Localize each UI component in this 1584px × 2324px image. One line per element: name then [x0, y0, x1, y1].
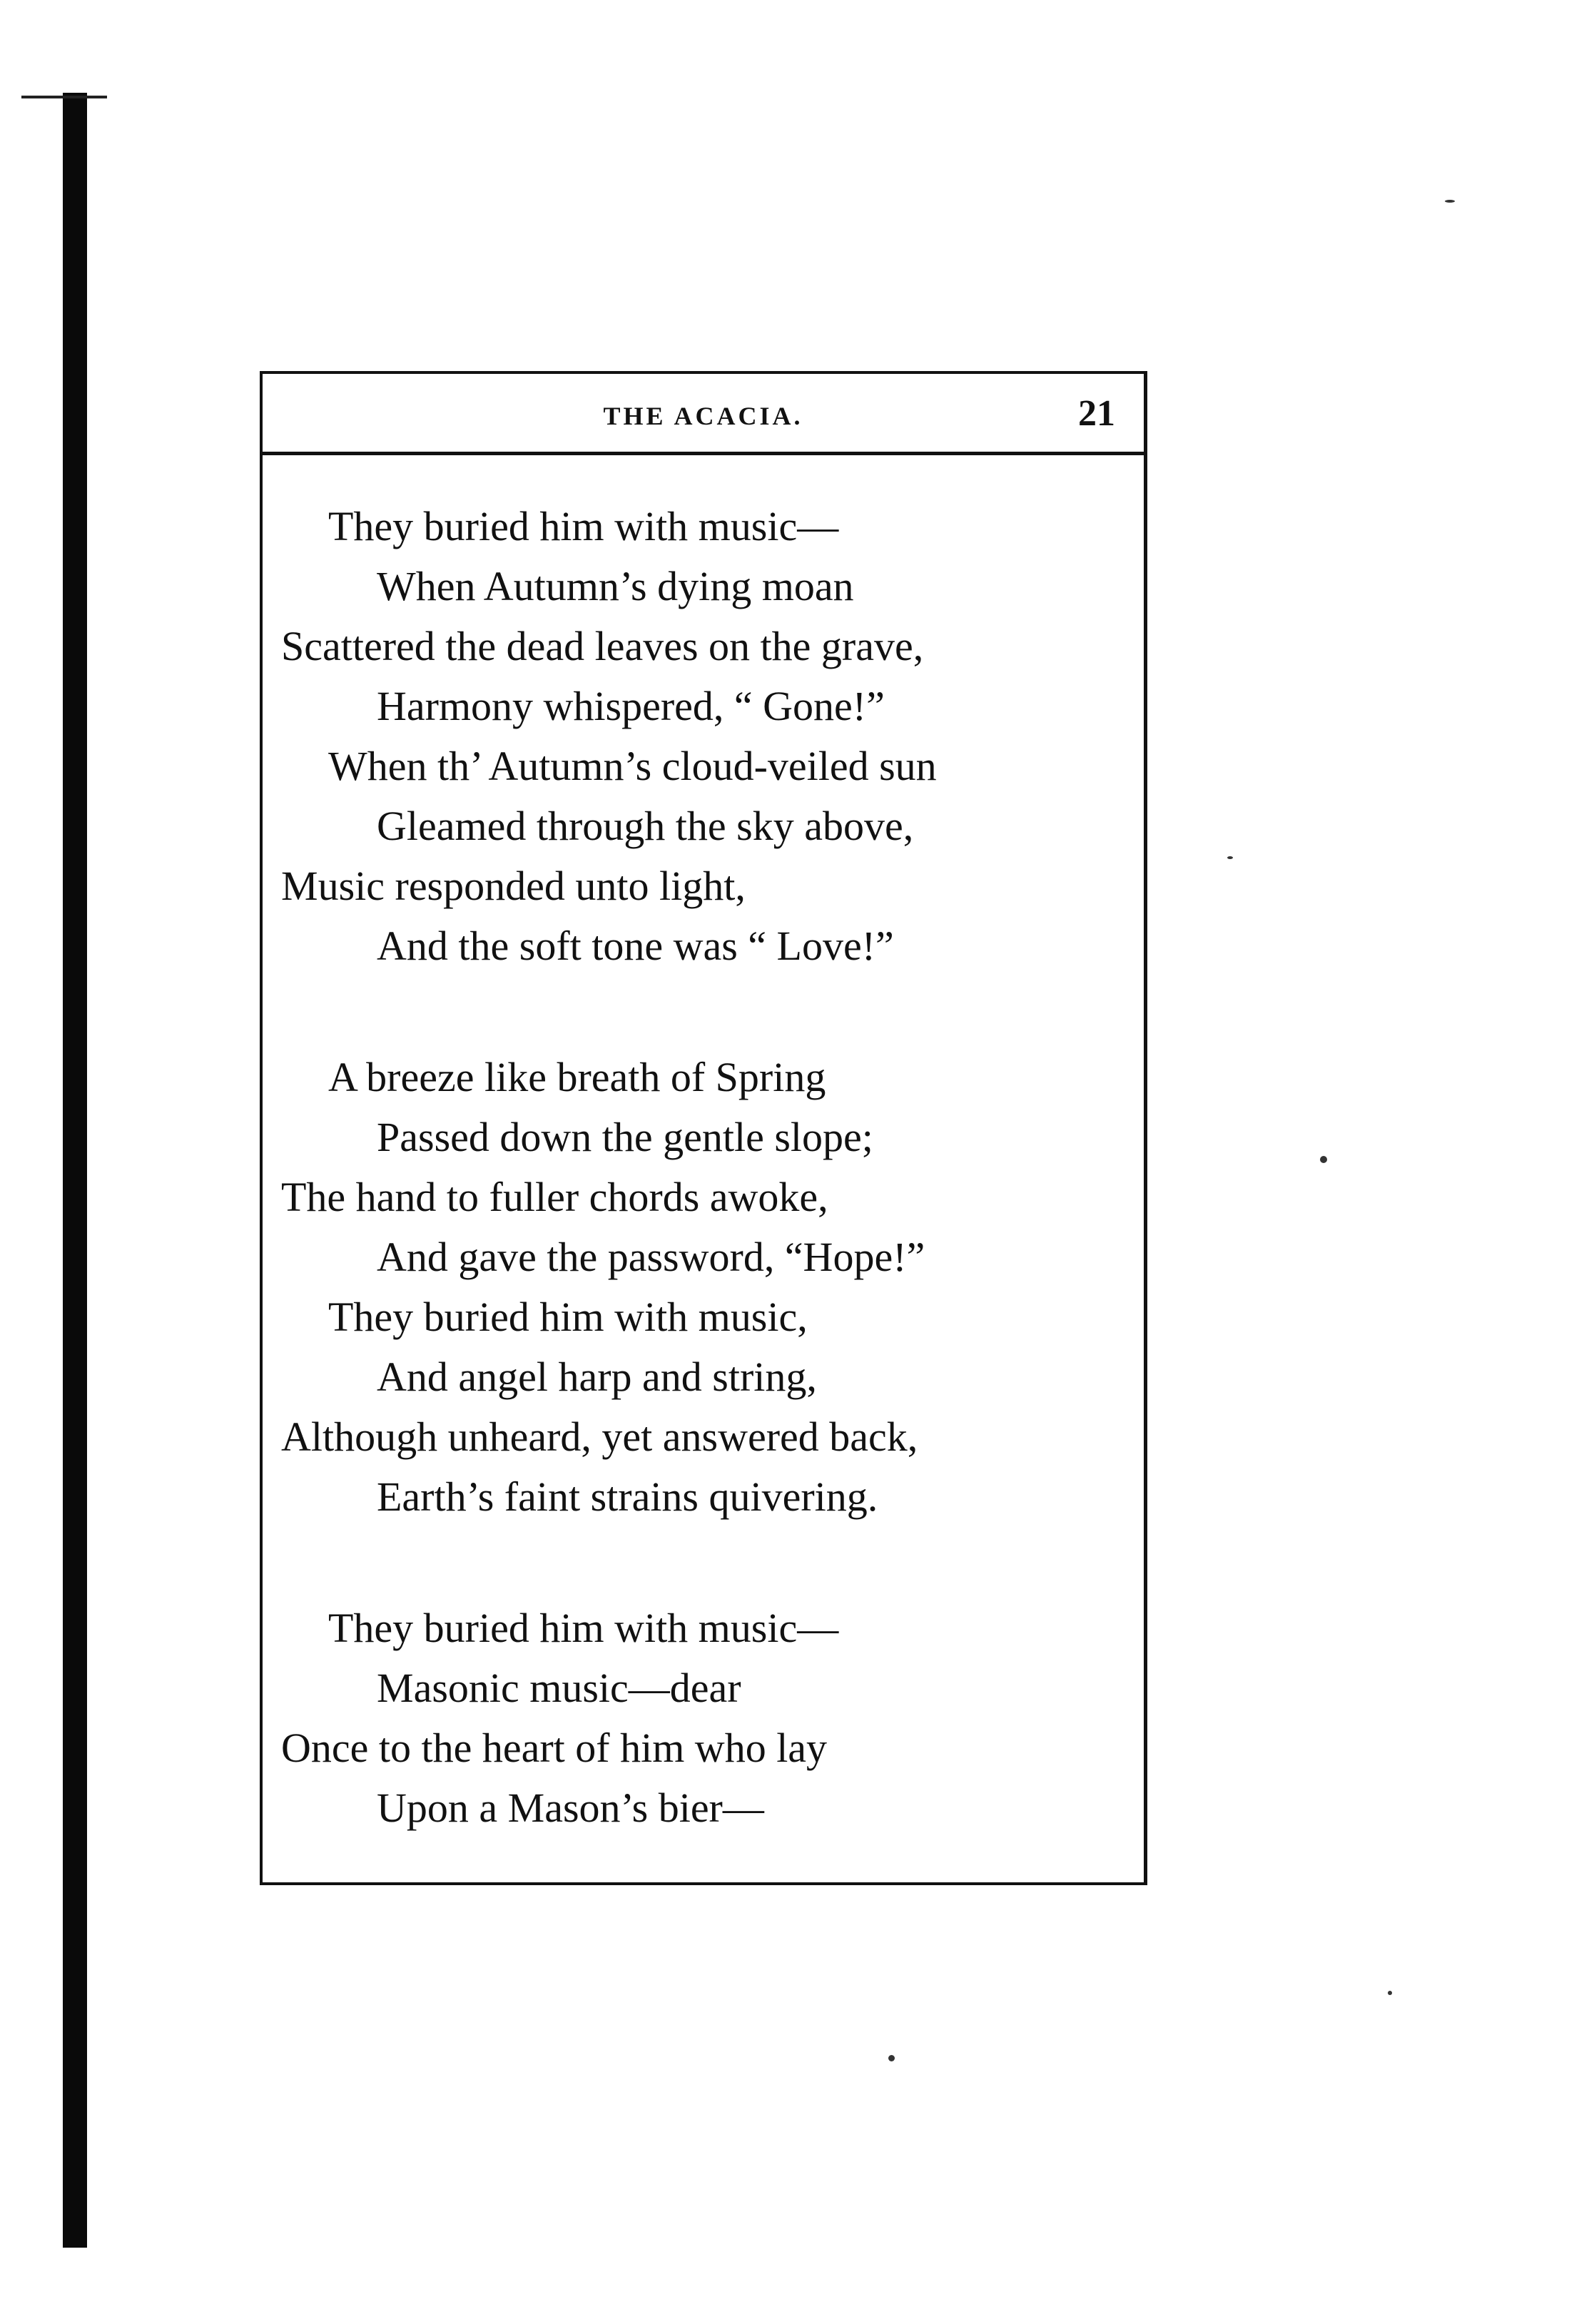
poem-line: Although unheard, yet answered back,	[281, 1414, 918, 1460]
scan-speck	[1320, 1156, 1327, 1163]
poem-line: Upon a Mason’s bier—	[377, 1785, 764, 1831]
poem-line: And the soft tone was “ Love!”	[377, 923, 894, 969]
running-head	[263, 374, 1144, 455]
poem-line: When th’ Autumn’s cloud-veiled sun	[328, 743, 937, 789]
poem-line: Scattered the dead leaves on the grave,	[281, 623, 924, 669]
poem-body	[263, 497, 1144, 1909]
poem-line: Once to the heart of him who lay	[281, 1725, 828, 1771]
stanza	[263, 497, 1144, 976]
stanza	[263, 1047, 1144, 1527]
poem-line: The hand to fuller chords awoke,	[281, 1174, 828, 1220]
scan-speck	[888, 2055, 895, 2061]
poem-line: They buried him with music—	[328, 1605, 839, 1651]
scan-edge-mark	[21, 96, 107, 98]
scan-speck	[1388, 1991, 1392, 1995]
poem-line: Harmony whispered, “ Gone!”	[377, 683, 885, 729]
poem-line: Masonic music—dear	[377, 1665, 741, 1711]
page-number: 21	[1078, 393, 1115, 434]
poem-line: Music responded unto light,	[281, 863, 746, 909]
poem-line: A breeze like breath of Spring	[328, 1054, 826, 1100]
poem-line: Passed down the gentle slope;	[377, 1114, 873, 1160]
poem-line: They buried him with music,	[328, 1294, 808, 1340]
poem-line: When Autumn’s dying moan	[377, 563, 854, 609]
poem-line: And angel harp and string,	[377, 1354, 817, 1400]
poem-line: And gave the password, “Hope!”	[377, 1234, 925, 1280]
scan-speck	[1445, 200, 1455, 203]
running-title: THE ACACIA.	[603, 402, 803, 430]
scan-binding-edge	[63, 93, 87, 2248]
printed-page	[260, 371, 1147, 1885]
scan-speck	[1227, 856, 1233, 859]
stanza	[263, 1598, 1144, 1838]
poem-line: Gleamed through the sky above,	[377, 803, 914, 849]
poem-line: They buried him with music—	[328, 503, 839, 549]
poem-line: Earth’s faint strains quivering.	[377, 1473, 878, 1520]
